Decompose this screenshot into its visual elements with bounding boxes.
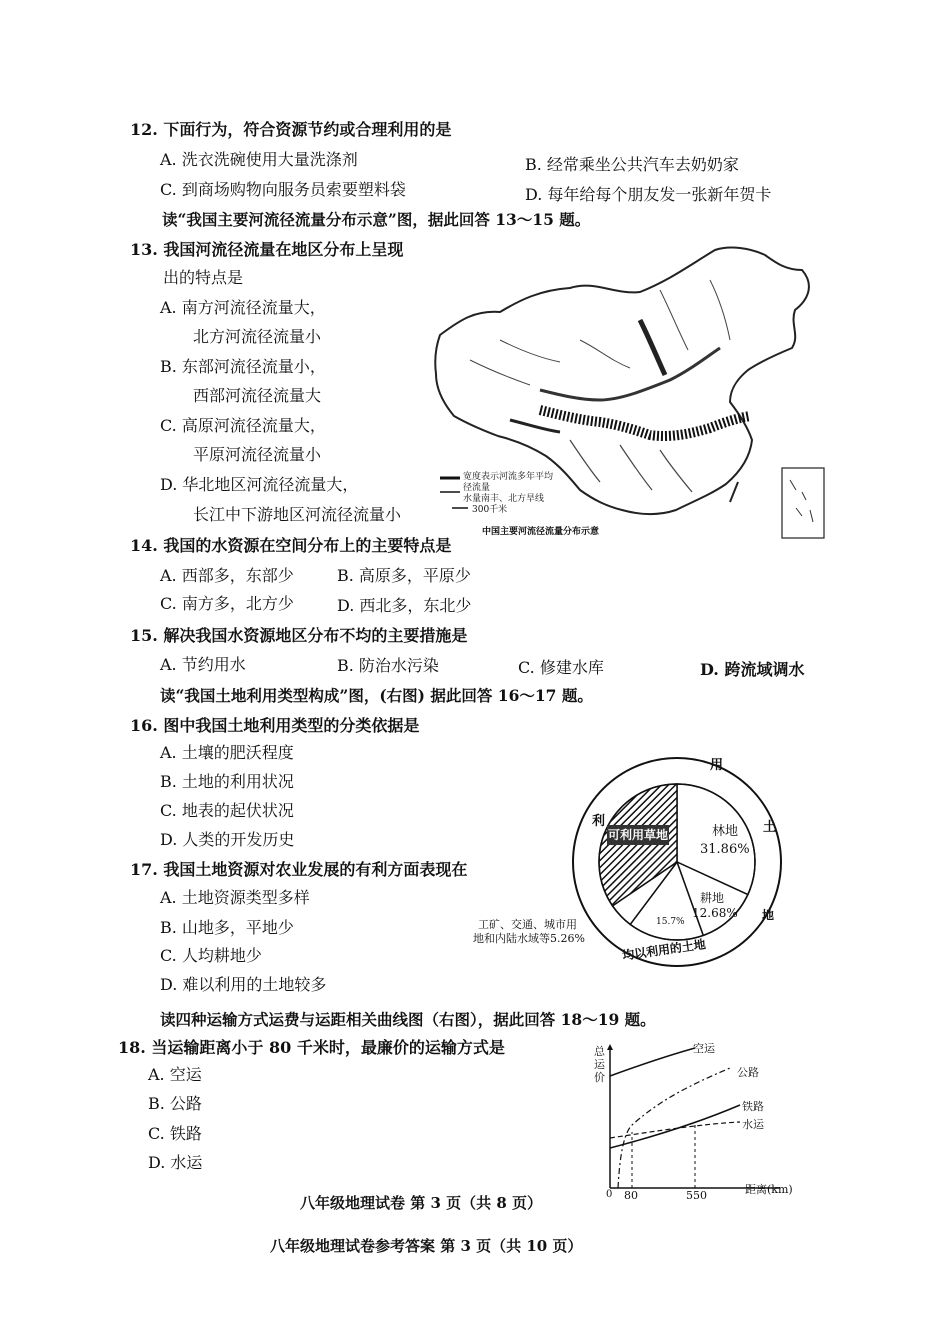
pie-ring-right-label-2: 地 <box>762 908 775 922</box>
q14-option-a: A. 西部多，东部少 <box>160 566 294 585</box>
q14-option-b: B. 高原多，平原少 <box>337 566 471 585</box>
map-legend-line: 水量南丰、北方旱线 <box>463 494 545 504</box>
freight-curve-air <box>610 1048 695 1076</box>
pie-forest-value: 31.86% <box>700 842 750 857</box>
freight-curve-rail <box>610 1105 740 1148</box>
q16-option-a: A. 土壤的肥沃程度 <box>160 743 294 762</box>
pie-arable-label: 耕地 <box>700 891 725 905</box>
pie-callout-line2: 地和内陆水域等5.26% <box>473 932 585 945</box>
q17-option-c: C. 人均耕地少 <box>160 946 262 965</box>
q15-option-a: A. 节约用水 <box>160 655 246 674</box>
q18-option-b: B. 公路 <box>148 1094 202 1113</box>
q12-option-d: D. 每年给每个朋友发一张新年贺卡 <box>525 185 772 204</box>
freight-label-water: 水运 <box>742 1118 764 1131</box>
q13-option-c-cont: 平原河流径流量小 <box>193 445 322 464</box>
freight-tick-80: 80 <box>624 1189 638 1202</box>
q13-stem-cont: 出的特点是 <box>163 268 244 287</box>
freight-xlabel: 距离(km) <box>745 1183 793 1196</box>
q12-option-a: A. 洗衣洗碗使用大量洗涤剂 <box>160 150 358 169</box>
pie-ring-right-label: 土 <box>763 820 777 835</box>
q12-option-b: B. 经常乘坐公共汽车去奶奶家 <box>525 155 739 174</box>
freight-label-road: 公路 <box>737 1066 759 1079</box>
q14-option-c: C. 南方多，北方少 <box>160 594 294 613</box>
lead-13-15: 读“我国主要河流径流量分布示意”图，据此回答 13～15 题。 <box>162 210 591 229</box>
map-legend-width-cont: 径流量 <box>463 483 491 493</box>
q15-option-b: B. 防治水污染 <box>337 656 439 675</box>
freight-ylabel-3: 价 <box>594 1071 605 1084</box>
pie-arable-value: 12.68% <box>692 906 738 920</box>
pie-ring-left-label: 利 <box>592 814 606 829</box>
q17-option-a: A. 土地资源类型多样 <box>160 888 310 907</box>
page-footer-exam: 八年级地理试卷 第 3 页（共 8 页） <box>300 1194 542 1212</box>
q13-option-a-cont: 北方河流径流量小 <box>193 327 322 346</box>
q18-option-a: A. 空运 <box>148 1065 202 1084</box>
map-legend-width: 宽度表示河流多年平均 <box>463 472 554 482</box>
q15-stem: 15. 解决我国水资源地区分布不均的主要措施是 <box>130 626 468 645</box>
freight-origin: 0 <box>606 1189 613 1200</box>
freight-cost-chart <box>580 1040 800 1200</box>
pie-bottom-ring-label: 均以利用的土地 <box>621 937 707 963</box>
q14-option-d: D. 西北多，东北少 <box>337 596 472 615</box>
q13-option-a: A. 南方河流径流量大， <box>160 298 326 317</box>
q15-option-c: C. 修建水库 <box>518 658 604 677</box>
q13-option-c: C. 高原河流径流量大， <box>160 416 326 435</box>
q18-stem: 18. 当运输距离小于 80 千米时，最廉价的运输方式是 <box>118 1038 505 1057</box>
freight-curve-water <box>610 1122 740 1138</box>
map-scale: 300千米 <box>472 505 508 515</box>
q15-option-d: D. 跨流域调水 <box>700 660 805 679</box>
freight-ylabel-1: 总 <box>594 1045 605 1058</box>
q12-option-c: C. 到商场购物向服务员索要塑料袋 <box>160 180 406 199</box>
q13-stem: 13. 我国河流径流量在地区分布上呈现 <box>130 240 404 259</box>
lead-16-17: 读“我国土地利用类型构成”图，(右图) 据此回答 16～17 题。 <box>160 686 593 705</box>
q16-option-d: D. 人类的开发历史 <box>160 830 295 849</box>
q17-option-b: B. 山地多，平地少 <box>160 918 294 937</box>
pie-callout-line1: 工矿、交通、城市用 <box>478 918 577 931</box>
q13-option-d: D. 华北地区河流径流量大， <box>160 475 359 494</box>
q16-option-b: B. 土地的利用状况 <box>160 772 294 791</box>
q18-option-c: C. 铁路 <box>148 1124 202 1143</box>
pie-hatched-label: 可利用草地 <box>607 825 669 845</box>
freight-label-rail: 铁路 <box>742 1100 764 1113</box>
freight-ylabel-2: 运 <box>594 1058 605 1071</box>
q14-stem: 14. 我国的水资源在空间分布上的主要特点是 <box>130 536 452 555</box>
q17-option-d: D. 难以利用的土地较多 <box>160 975 327 994</box>
q16-option-c: C. 地表的起伏状况 <box>160 801 294 820</box>
freight-curve-road <box>618 1068 730 1188</box>
q12-stem: 12. 下面行为，符合资源节约或合理利用的是 <box>130 120 452 139</box>
pie-small-segment-value: 15.7% <box>656 917 685 927</box>
pie-ring-top-label: 用 <box>710 758 724 773</box>
pie-forest-label: 林地 <box>712 824 739 839</box>
freight-label-air: 空运 <box>693 1042 715 1055</box>
page-footer-answer: 八年级地理试卷参考答案 第 3 页（共 10 页） <box>270 1237 583 1255</box>
map-caption: 中国主要河流径流量分布示意 <box>482 527 600 537</box>
q13-option-b: B. 东部河流径流量小， <box>160 357 326 376</box>
q18-option-d: D. 水运 <box>148 1153 203 1172</box>
freight-tick-550: 550 <box>686 1189 707 1202</box>
q13-option-d-cont: 长江中下游地区河流径流量小 <box>193 505 402 524</box>
lead-18-19: 读四种运输方式运费与运距相关曲线图（右图），据此回答 18～19 题。 <box>160 1010 656 1029</box>
q16-stem: 16. 图中我国土地利用类型的分类依据是 <box>130 716 420 735</box>
q13-option-b-cont: 西部河流径流量大 <box>193 386 322 405</box>
q17-stem: 17. 我国土地资源对农业发展的有利方面表现在 <box>130 860 468 879</box>
